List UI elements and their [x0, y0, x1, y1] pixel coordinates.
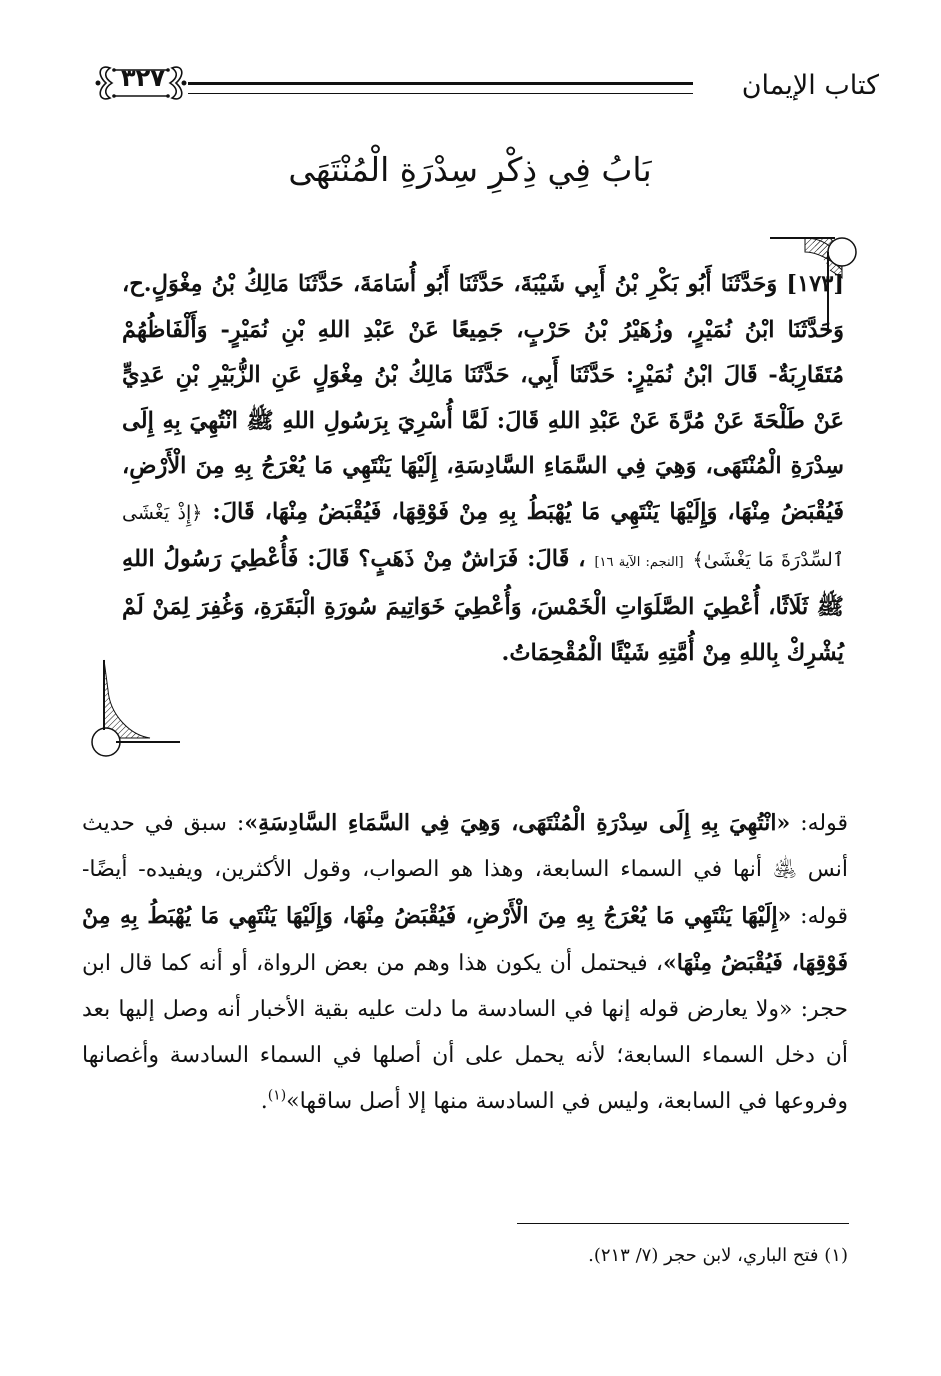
hadith-text-part-a: [١٧٣] وَحَدَّثَنَا أَبُو بَكْرِ بْنُ أَبِي شَيْبَةَ، حَدَّثَنَا أَبُو أُسَامَةَ، حَدَّثَنَا مَالِكُ بْنُ مِغْوَلٍ.ح، وَحَدَّثَنَا ابْنُ نُمَيْرٍ، وزُهَيْرُ بْنُ حَرْبٍ، جَمِيعًا عَنْ عَبْدِ اللهِ بْنِ نُمَيْرٍ- وَأَلْفَاظُهُمْ مُتَقَارِبَةٌ- قَالَ ابْنُ نُمَيْرٍ: حَدَّثَنَا أَبِي، حَدَّثَنَا مَالِكُ بْنُ مِغْوَلٍ عَنِ الزُّبَيْرِ بْنِ عَدِيٍّ عَنْ طَلْحَةَ عَنْ مُرَّةَ عَنْ عَبْدِ اللهِ قَالَ: لَمَّا أُسْرِيَ بِرَسُولِ اللهِ ﷺ انْتُهِيَ بِهِ إِلَى سِدْرَةِ الْمُنْتَهَى، وَهِيَ فِي السَّمَاءِ السَّادِسَةِ، إِلَيْهَا يَنْتَهِي مَا يُعْرَجُ بِهِ مِنَ الْأَرْضِ، فَيُقْبَضُ مِنْهَا، وَإِلَيْهَا يَنْتَهِي مَا يُهْبَطُ بِهِ مِنْ فَوْقِهَا، فَيُقْبَضُ مِنْهَا، قَالَ:	[122, 271, 844, 525]
book-title: كتاب الإيمان	[741, 70, 879, 101]
commentary-quote-2: «إِلَيْهَا يَنْتَهِي مَا يُعْرَجُ بِهِ مِنَ الْأَرْضِ، فَيُقْبَضُ مِنْهَا، وَإِلَيْهَا يَنْتَهِي مَا يُهْبَطُ بِهِ مِنْ فَوْقِهَا، فَيُقْبَضُ مِنْهَا»	[82, 903, 848, 976]
header-rule	[188, 82, 693, 94]
commentary-text-1: : سبق في حديث أنس ﵁ أنها في السماء السابعة، وهذا هو الصواب، وقول الأكثرين، ويفيده- أيضًا- قوله:	[82, 811, 848, 929]
commentary-intro: قوله:	[790, 811, 848, 836]
commentary	[82, 800, 848, 1125]
footnote-rule	[517, 1223, 849, 1224]
chapter-title: بَابُ فِي ذِكْرِ سِدْرَةِ الْمُنْتَهَى	[288, 150, 652, 189]
hadith-text-part-b: ، قَالَ: فَرَاشٌ مِنْ ذَهَبٍ؟ قَالَ: فَأُعْطِيَ رَسُولُ اللهِ ﷺ ثَلَاثًا، أُعْطِيَ الصَّلَوَاتِ الْخَمْسَ، وَأُعْطِيَ خَوَاتِيمَ سُورَةِ الْبَقَرَةِ، وَغُفِرَ لِمَنْ لَمْ يُشْرِكْ بِاللهِ مِنْ أُمَّتِهِ شَيْئًا الْمُقْحِمَاتُ.	[122, 545, 844, 666]
verse-reference: [النجم: الآية ١٦]	[594, 554, 684, 570]
hadith-text	[122, 262, 844, 676]
page-number: ٣٢٧	[121, 64, 165, 92]
quran-verse: ﴿إِذْ يَغْشَى ٱلسِّدْرَةَ مَا يَغْشَىٰ﴾	[122, 501, 844, 571]
footnote-marker: (١)	[267, 1087, 287, 1104]
commentary-quote-1: «انْتُهِيَ بِهِ إِلَى سِدْرَةِ الْمُنْتَهَى، وَهِيَ فِي السَّمَاءِ السَّادِسَةِ»	[244, 810, 791, 836]
commentary-end: .	[260, 1089, 268, 1114]
footnote: (١) فتح الباري، لابن حجر (٧/ ٢١٣).	[588, 1245, 848, 1266]
commentary-text-2: ، فيحتمل أن يكون هذا وهم من بعض الرواة، أو أنه كما قال ابن حجر: «ولا يعارض قوله إنها في السادسة ما دلت عليه بقية الأخبار أنه وصل إليها بعد أن دخل السماء السابعة؛ لأنه يحمل على أن أصلها في السماء السادسة وأغصانها وفروعها في السابعة، وليس في السادسة منها إلا أصل ساقها»	[82, 951, 848, 1114]
